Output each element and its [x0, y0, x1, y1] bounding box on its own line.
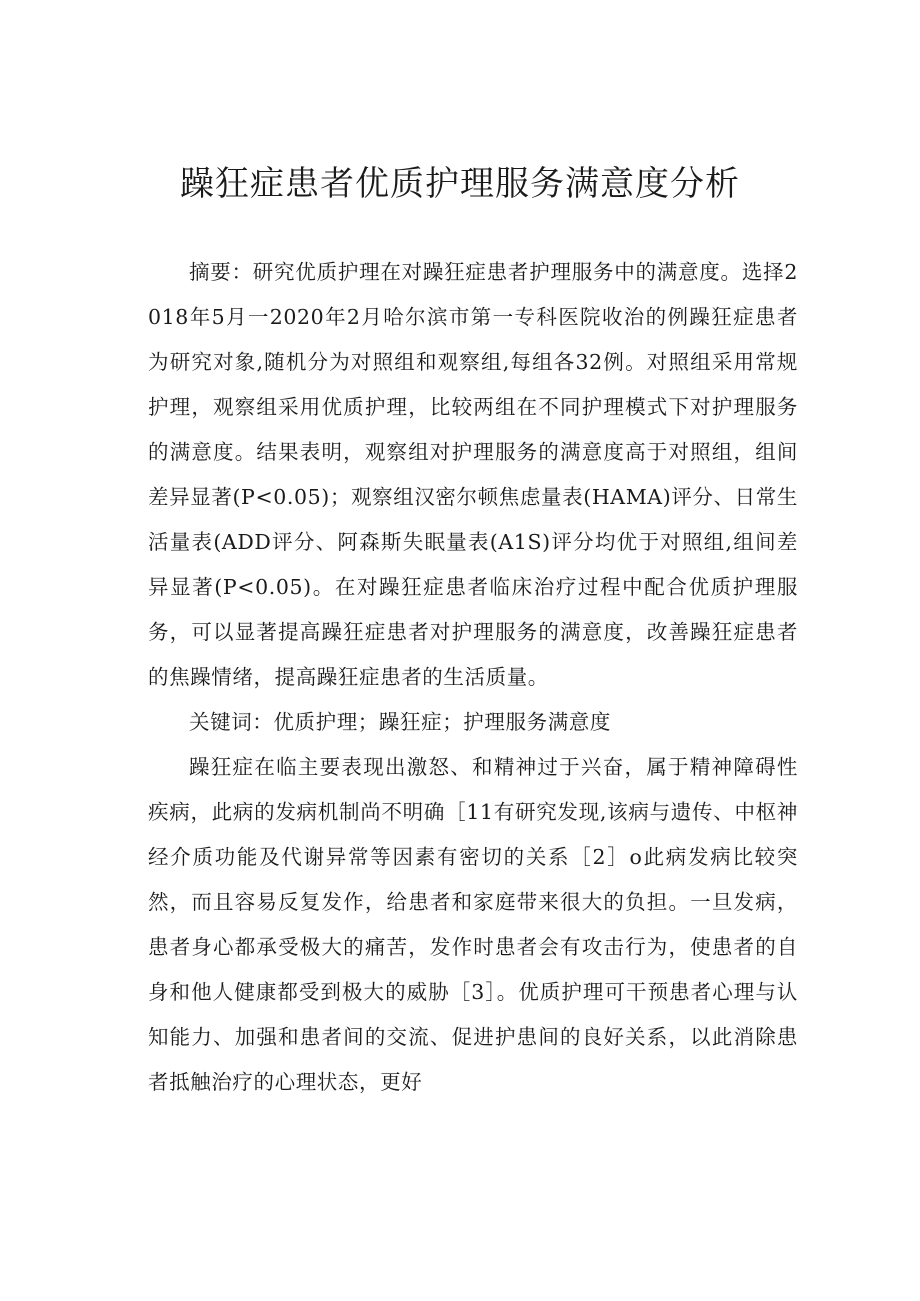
keywords-paragraph: 关键词：优质护理；躁狂症；护理服务满意度	[189, 710, 611, 734]
abstract-paragraph: 摘要：研究优质护理在对躁狂症患者护理服务中的满意度。选择2018年5月一2020年2月哈尔滨市第一专科医院收治的例躁狂症患者为研究对象,随机分为对照组和观察组,每组各32例。对照组采用常规护理，观察组采用优质护理，比较两组在不同护理模式下对护理服务的满意度。结果表明，观察组对护理服务的满意度高于对照组，组间差异显著(P<0.05)；观察组汉密尔顿焦虑量表(HAMA)评分、日常生活量表(ADD评分、阿森斯失眠量表(A1S)评分均优于对照组,组间差异显著(P<0.05)。在对躁狂症患者临床治疗过程中配合优质护理服务，可以显著提高躁狂症患者对护理服务的满意度，改善躁狂症患者的焦躁情绪，提高躁狂症患者的生活质量。	[148, 260, 798, 689]
document-body	[148, 250, 798, 1105]
intro-paragraph: 躁狂症在临主要表现出激怒、和精神过于兴奋，属于精神障碍性疾病，此病的发病机制尚不明确［11有研究发现,该病与遗传、中枢神经介质功能及代谢异常等因素有密切的关系［2］o此病发病比较突然，而且容易反复发作，给患者和家庭带来很大的负担。一旦发病，患者身心都承受极大的痛苦，发作时患者会有攻击行为，使患者的自身和他人健康都受到极大的威胁［3］。优质护理可干预患者心理与认知能力、加强和患者间的交流、促进护患间的良好关系，以此消除患者抵触治疗的心理状态，更好	[148, 755, 798, 1094]
document-title: 躁狂症患者优质护理服务满意度分析	[180, 164, 740, 204]
